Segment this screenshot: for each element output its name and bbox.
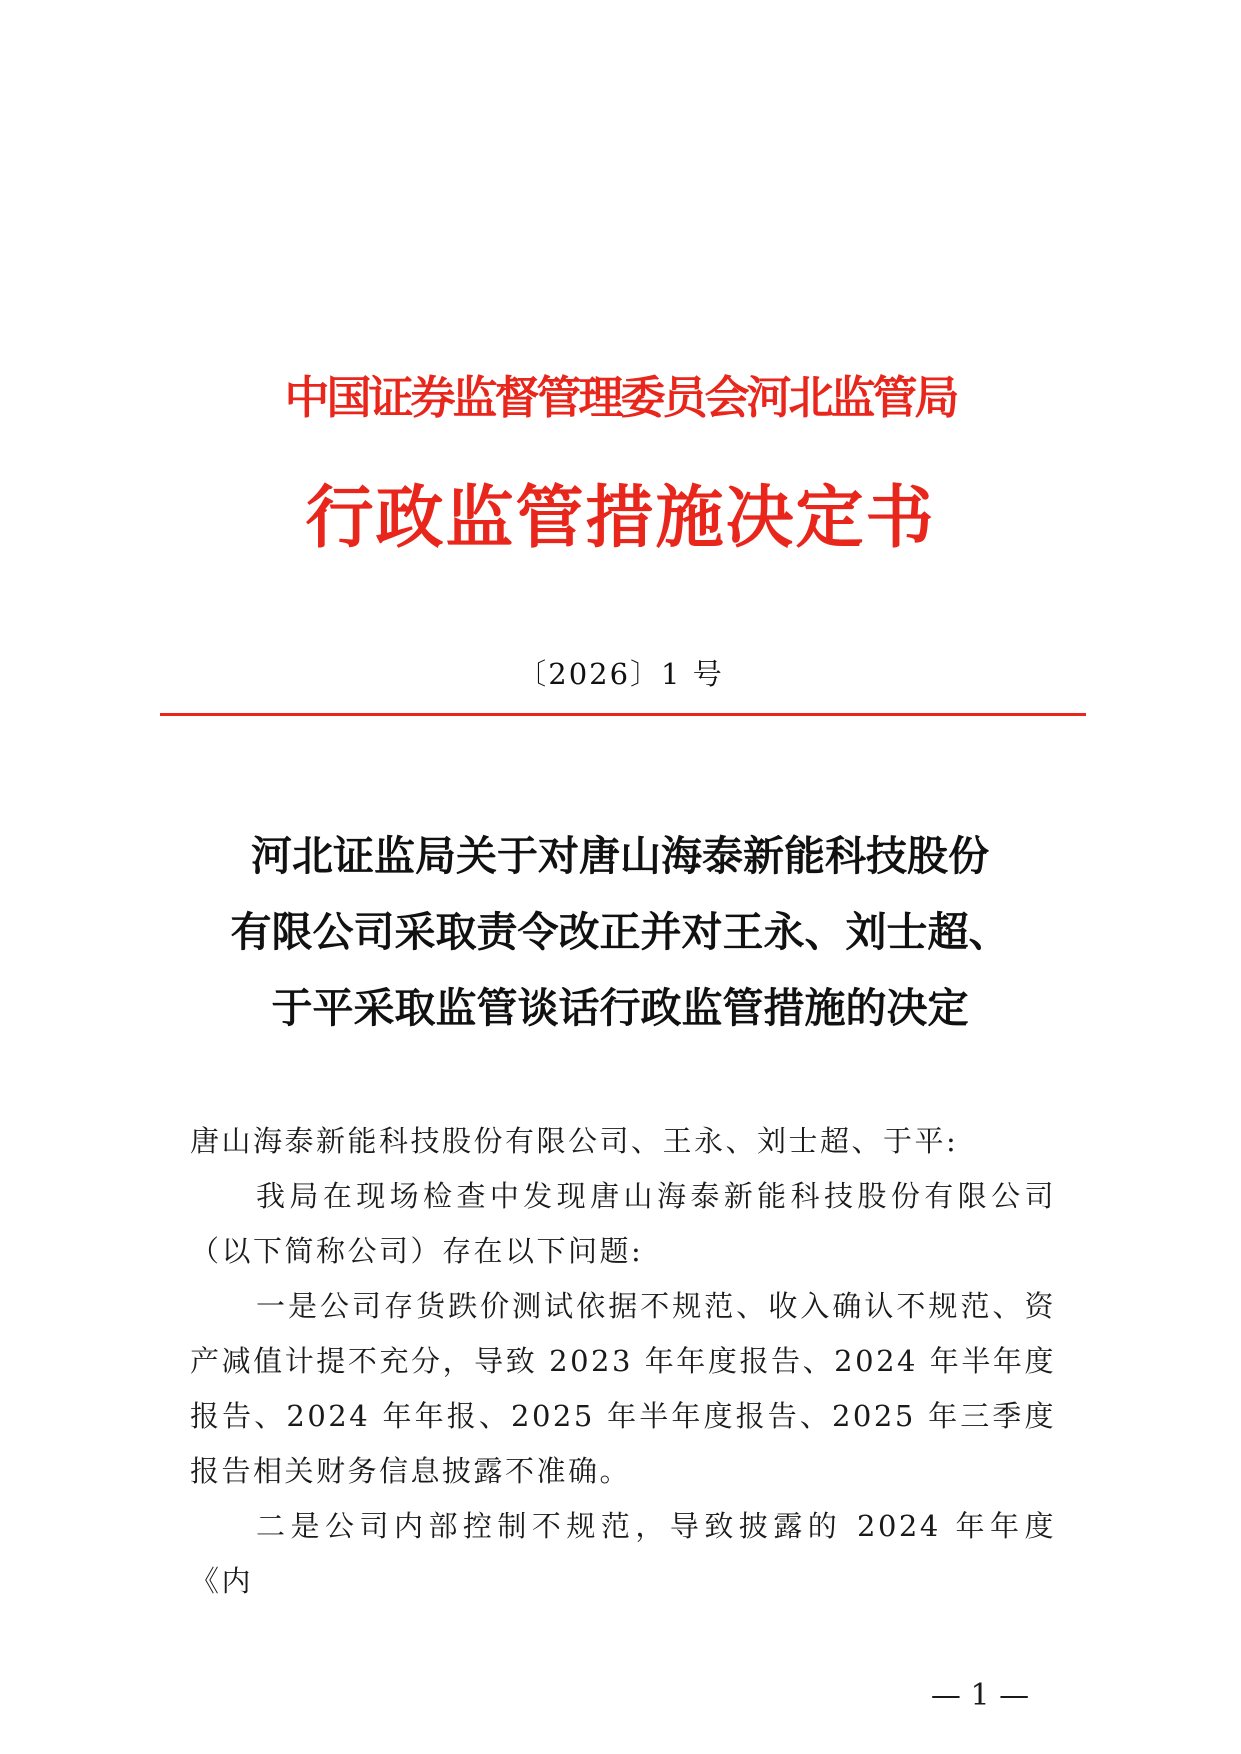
decision-title xyxy=(170,818,1070,1046)
document-number: 〔2026〕1 号 xyxy=(517,657,724,691)
red-divider-line xyxy=(160,713,1086,716)
title-line-2: 有限公司采取责令改正并对王永、刘士超、 xyxy=(230,908,1010,956)
body-paragraph: 我局在现场检查中发现唐山海泰新能科技股份有限公司（以下简称公司）存在以下问题: xyxy=(190,1179,1056,1268)
issuer-name: 中国证券监督管理委员会河北监管局 xyxy=(284,371,957,424)
body-paragraph: 二是公司内部控制不规范，导致披露的 2024 年年度《内 xyxy=(190,1509,1056,1598)
title-line-3: 于平采取监管谈话行政监管措施的决定 xyxy=(271,984,969,1032)
body-paragraph: 一是公司存货跌价测试依据不规范、收入确认不规范、资产减值计提不充分，导致 2023 年年度报告、2024 年半年度报告、2024 年年报、2025 年半年度报告、2025 年三季度报告相关财务信息披露不准确。 xyxy=(190,1289,1056,1488)
addressee: 唐山海泰新能科技股份有限公司、王永、刘士超、于平: xyxy=(190,1124,959,1158)
title-line-1: 河北证监局关于对唐山海泰新能科技股份 xyxy=(251,832,989,880)
document-type-heading: 行政监管措施决定书 xyxy=(305,478,936,558)
document-body xyxy=(190,1114,1056,1609)
page-number: — 1 — xyxy=(930,1678,1030,1713)
